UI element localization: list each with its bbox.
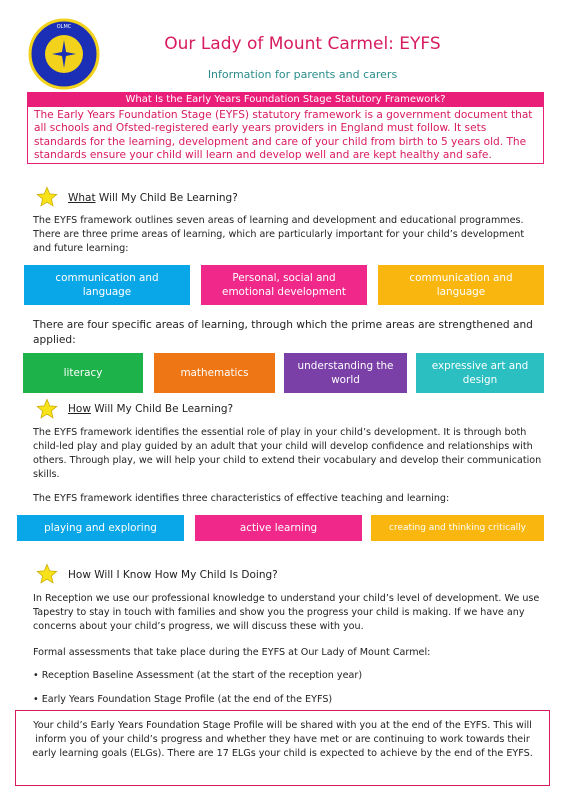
star-icon bbox=[36, 563, 58, 585]
page-title: Our Lady of Mount Carmel: EYFS bbox=[164, 34, 441, 54]
section-heading-what bbox=[68, 192, 238, 204]
section1-text: The EYFS framework outlines seven areas of learning and development and educational programmes. There are three prime areas of learning, which are particularly important for your child’s development and future learning: bbox=[33, 215, 525, 254]
svg-text:OLMC: OLMC bbox=[56, 24, 72, 30]
heading-rest: Will My Child Be Learning? bbox=[95, 192, 238, 204]
intro-text: The Early Years Foundation Stage (EYFS) statutory framework is a government document that all schools and Ofsted-registered early years providers in England must follow. It sets standards for the learning, development and care of your child from birth to 5 years old. The standards ensure your child will learn and develop well and are kept healthy and safe. bbox=[34, 109, 533, 162]
characteristic-tile: active learning bbox=[195, 515, 362, 541]
section-heading-how bbox=[68, 403, 233, 415]
prime-area-tile: communication and language bbox=[378, 265, 544, 305]
list-item-text: Reception Baseline Assessment (at the start of the reception year) bbox=[41, 670, 363, 681]
list-item: • Early Years Foundation Stage Profile (at the end of the EYFS) bbox=[33, 694, 333, 705]
heading-underlined-word: What bbox=[68, 192, 96, 204]
list-item-text: Early Years Foundation Stage Profile (at the end of the EYFS) bbox=[41, 694, 333, 705]
section2-text: The EYFS framework identifies the essential role of play in your child’s development. It is through both child-led play and play guided by an adult that your child will develop confidence and relationships with others. Through play, we will help your child to extend their vocabulary and develop their communication skills. bbox=[33, 427, 542, 480]
specific-area-tile: literacy bbox=[23, 353, 143, 393]
prime-area-tile: communication and language bbox=[24, 265, 190, 305]
prime-area-tile: Personal, social and emotional development bbox=[201, 265, 367, 305]
star-icon bbox=[36, 186, 58, 208]
specific-area-tile: mathematics bbox=[154, 353, 275, 393]
section-heading-progress: How Will I Know How My Child Is Doing? bbox=[68, 569, 278, 581]
specific-areas-text: There are four specific areas of learning, through which the prime areas are strengthened and applied: bbox=[33, 319, 533, 346]
star-icon bbox=[36, 398, 58, 420]
section3-text: In Reception we use our professional knowledge to understand your child’s level of development. We use Tapestry to stay in touch with families and show you the progress your child is making. If we have any concerns about your child’s progress, we will discuss these with you. bbox=[33, 593, 540, 632]
specific-area-tile: expressive art and design bbox=[416, 353, 544, 393]
page-subtitle: Information for parents and carers bbox=[207, 68, 398, 81]
characteristics-text: The EYFS framework identifies three characteristics of effective teaching and learning: bbox=[33, 493, 450, 504]
specific-area-tile: understanding the world bbox=[284, 353, 407, 393]
intro-heading: What Is the Early Years Foundation Stage Statutory Framework? bbox=[28, 93, 543, 107]
heading-underlined-word: How bbox=[68, 403, 91, 415]
intro-box bbox=[27, 92, 544, 164]
characteristic-tile: playing and exploring bbox=[17, 515, 184, 541]
characteristic-tile: creating and thinking critically bbox=[371, 515, 544, 541]
heading-rest: Will My Child Be Learning? bbox=[90, 403, 234, 415]
formal-assessments-text: Formal assessments that take place during the EYFS at Our Lady of Mount Carmel: bbox=[33, 647, 431, 658]
profile-info-box: Your child’s Early Years Foundation Stage Profile will be shared with you at the end of the EYFS. This will inform you of your child’s progress and whether they have met or are continuing to work towards their early learning goals (ELGs). There are 17 ELGs your child is expected to achieve by the end of the EYFS. bbox=[15, 710, 550, 786]
list-item: • Reception Baseline Assessment (at the start of the reception year) bbox=[33, 670, 363, 681]
